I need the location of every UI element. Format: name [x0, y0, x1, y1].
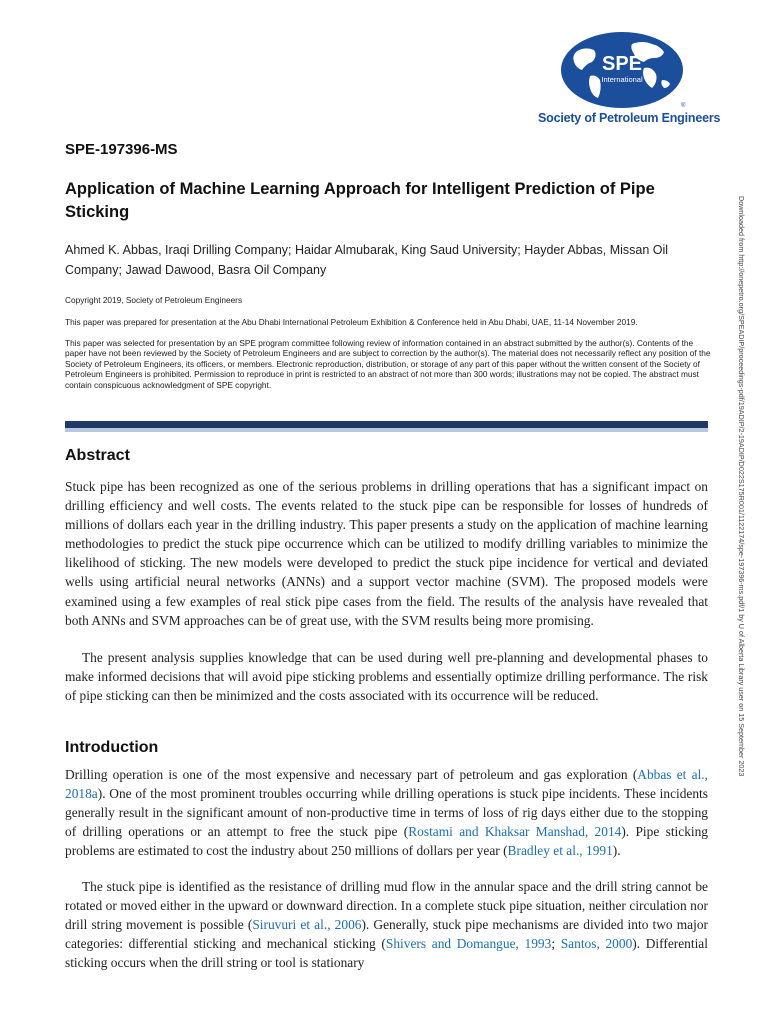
authors: Ahmed K. Abbas, Iraqi Drilling Company; Haidar Almubarak, King Saud University; Hayder Abbas, Missan Oil Company; Jawad Dawood, Basra Oil Company	[65, 243, 669, 277]
text-run: Drilling operation is one of the most expensive and necessary part of petroleum and gas exploration (	[65, 767, 638, 782]
selection-notice: This paper was selected for presentation by an SPE program committee following review of information contained in an abstract submitted by the author(s). Contents of the paper have not been reviewed by the Society of Petroleum Engineers and are subject to correction by the author(s). The material does not necessarily reflect any position of the Society of Petroleum Engineers, its officers, or members. Electronic reproduction, distribution, or storage of any part of this paper without the written consent of the Society of Petroleum Engineers is prohibited. Permission to reproduce in print is restricted to an abstract of not more than 300 words; illustrations may not be copied. The abstract must contain conspicuous acknowledgment of SPE copyright.	[65, 338, 711, 390]
presentation-notice: This paper was prepared for presentation at the Abu Dhabi International Petroleum Exhibition & Conference held in Abu Dhabi, UAE, 11-14 November 2019.	[65, 317, 638, 327]
introduction-paragraph-2	[65, 877, 708, 995]
citation-link[interactable]: Shivers and Domangue, 1993	[385, 936, 552, 952]
text-run: ). One of the most prominent troubles occurring while drilling operations is stuck pipe incidents. These incidents generally result in the significant amount of non-productive time in terms of loss of rig days either due to the stopping of drilling operations or an attempt to free the stuck pipe (	[65, 786, 708, 840]
svg-text:SPE: SPE	[601, 53, 643, 75]
paper-id: SPE-197396-MS	[65, 141, 178, 158]
introduction-heading: Introduction	[65, 739, 159, 756]
logo-organization-name: Society of Petroleum Engineers	[538, 111, 721, 125]
svg-text:®: ®	[681, 103, 686, 109]
abstract-paragraph-1: Stuck pipe has been recognized as one of the serious problems in drilling operations that has a significant impact on drilling efficiency and well costs. The events related to the stuck pipe can be responsible for losses of hundreds of millions of dollars each year in the drilling industry. This paper presents a study on the application of machine learning methodologies to predict the stuck pipe occurrence which can be utilized to modify drilling variables to minimize the likelihood of sticking. The new models were developed to predict the stuck pipe incidence for vertical and deviated wells using artificial neural networks (ANNs) and a support vector machine (SVM). The proposed models were examined using a few examples of real stick pipe cases from the field. The results of the analysis have revealed that both ANNs and SVM approaches can be of great use, with the SVM results being more promising.	[65, 479, 708, 628]
spe-logo	[538, 30, 721, 130]
svg-text:International: International	[601, 75, 643, 84]
citation-link[interactable]: Santos, 2000	[560, 936, 633, 952]
text-run: The stuck pipe is identified as the resistance of drilling mud flow in the annular space and the drill string cannot be rotated or moved either in the upward or downward direction. In a complete stuck pipe situation, neither circulation nor drill string movement is possible (	[65, 879, 708, 933]
citation-link[interactable]: Siruvuri et al., 2006	[252, 917, 362, 933]
paper-title: Application of Machine Learning Approach for Intelligent Prediction of Pipe Sticking	[65, 180, 655, 221]
citation-link[interactable]: Abbas et al., 2018a	[65, 767, 708, 802]
abstract-paragraph-2: The present analysis supplies knowledge that can be used during well pre-planning and developmental phases to make informed decisions that will avoid pipe sticking problems and essentially optimize drilling performance. The risk of pipe sticking can then be minimized and the costs associated with its occurrence will be reduced.	[65, 650, 708, 704]
text-run: ). Differential sticking occurs when the drill string or tool is stationary	[65, 936, 708, 971]
section-divider	[65, 421, 708, 428]
download-watermark	[737, 196, 758, 996]
introduction-paragraph-1	[65, 765, 708, 860]
citation-link[interactable]: Bradley et al., 1991	[507, 843, 613, 859]
text-run: ). Generally, stuck pipe mechanisms are divided into two major categories: differential sticking and mechanical sticking (	[65, 917, 708, 952]
copyright-notice: Copyright 2019, Society of Petroleum Engineers	[65, 295, 243, 305]
globe-icon	[558, 30, 686, 110]
text-run: ;	[551, 936, 561, 952]
download-note-text: Downloaded from http://onepetro.org/SPEADIP/proceedings-pdf/19ADIP/2-19ADIP/D022S175R001/1122174/spe-197396-ms.pdf/1 by U of Alberta Library user on 15 September 2023	[737, 196, 746, 777]
text-run: ). Pipe sticking problems are estimated to cost the industry about 250 millions of dollars per year (	[65, 824, 709, 859]
section-divider-shade	[65, 428, 708, 432]
text-run: ).	[612, 843, 621, 859]
abstract-heading: Abstract	[65, 447, 130, 464]
citation-link[interactable]: Rostami and Khaksar Manshad, 2014	[408, 824, 622, 840]
